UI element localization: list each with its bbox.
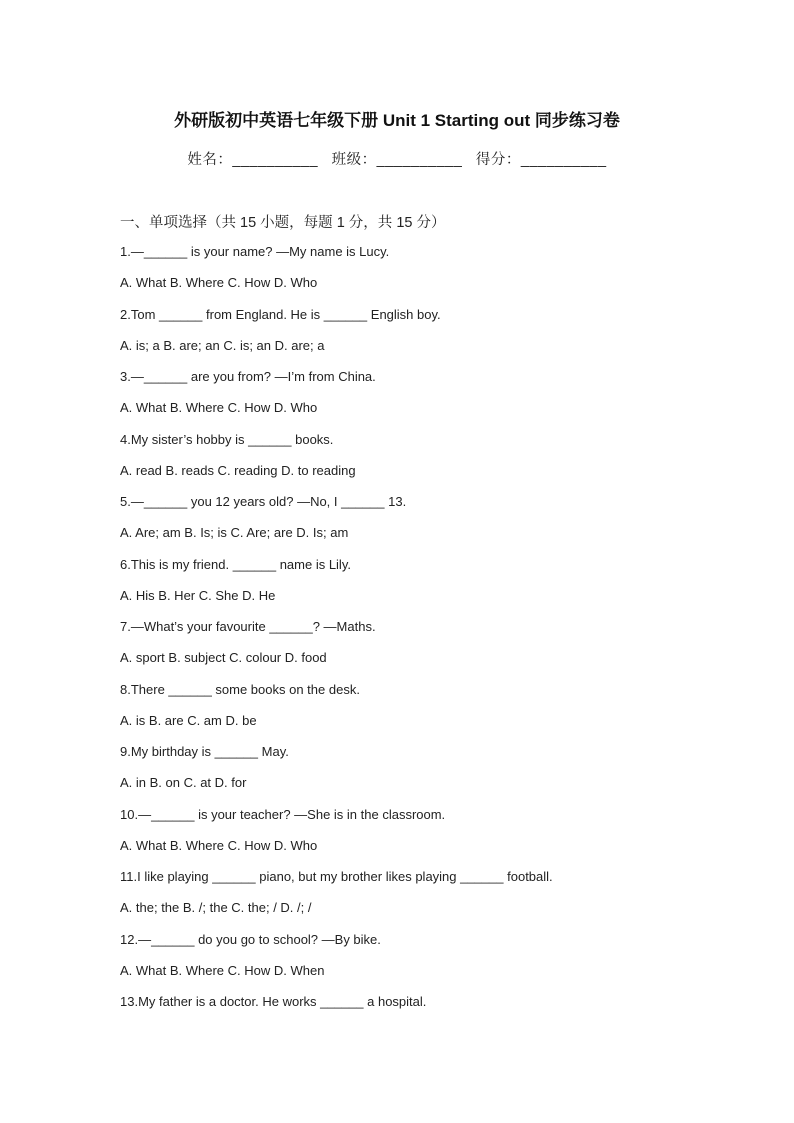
question-stem: 9.My birthday is ______ May. <box>120 744 289 759</box>
score-field-label: 得分：__________ <box>475 152 607 168</box>
question-stem: 13.My father is a doctor. He works ______ a hospital. <box>120 994 427 1009</box>
question-options: A. is B. are C. am D. be <box>120 712 257 728</box>
question-options: A. sport B. subject C. colour D. food <box>120 650 327 666</box>
question-options: A. What B. Where C. How D. Who <box>120 837 318 853</box>
student-info-line <box>0 148 794 169</box>
question-options: A. His B. Her C. She D. He <box>120 587 276 603</box>
name-field-label: 姓名：__________ <box>187 152 319 168</box>
question-stem: 7.—What’s your favourite ______? —Maths. <box>120 619 376 634</box>
question-options: A. in B. on C. at D. for <box>120 775 247 791</box>
question-options: A. is; a B. are; an C. is; an D. are; a <box>120 337 325 353</box>
question-stem: 8.There ______ some books on the desk. <box>120 681 360 697</box>
question-stem: 1.—______ is your name? —My name is Lucy. <box>120 244 390 259</box>
page-title: 外研版初中英语七年级下册 Unit 1 Starting out 同步练习卷 <box>174 111 620 130</box>
question-options: A. the; the B. /; the C. the; / D. /; / <box>120 900 312 916</box>
question-stem: 10.—______ is your teacher? —She is in the classroom. <box>120 806 446 822</box>
question-options: A. Are; am B. Is; is C. Are; are D. Is; am <box>120 525 349 541</box>
question-stem: 2.Tom ______ from England. He is ______ English boy. <box>120 306 441 322</box>
question-options: A. read B. reads C. reading D. to reading <box>120 462 356 478</box>
question-stem: 3.—______ are you from? —I’m from China. <box>120 369 376 384</box>
question-stem: 12.—______ do you go to school? —By bike. <box>120 931 381 947</box>
question-stem: 11.I like playing ______ piano, but my brother likes playing ______ football. <box>120 869 553 884</box>
question-options: A. What B. Where C. How D. Who <box>120 400 318 416</box>
question-options: A. What B. Where C. How D. Who <box>120 275 318 291</box>
question-stem: 6.This is my friend. ______ name is Lily. <box>120 556 351 572</box>
section-heading: 一、单项选择（共 15 小题，每题 1 分，共 15 分） <box>120 215 446 231</box>
class-field-label: 班级：__________ <box>331 152 463 168</box>
question-list <box>120 242 740 1023</box>
question-options: A. What B. Where C. How D. When <box>120 962 325 978</box>
question-stem: 4.My sister’s hobby is ______ books. <box>120 431 334 447</box>
question-stem: 5.—______ you 12 years old? —No, I ______ 13. <box>120 494 407 509</box>
